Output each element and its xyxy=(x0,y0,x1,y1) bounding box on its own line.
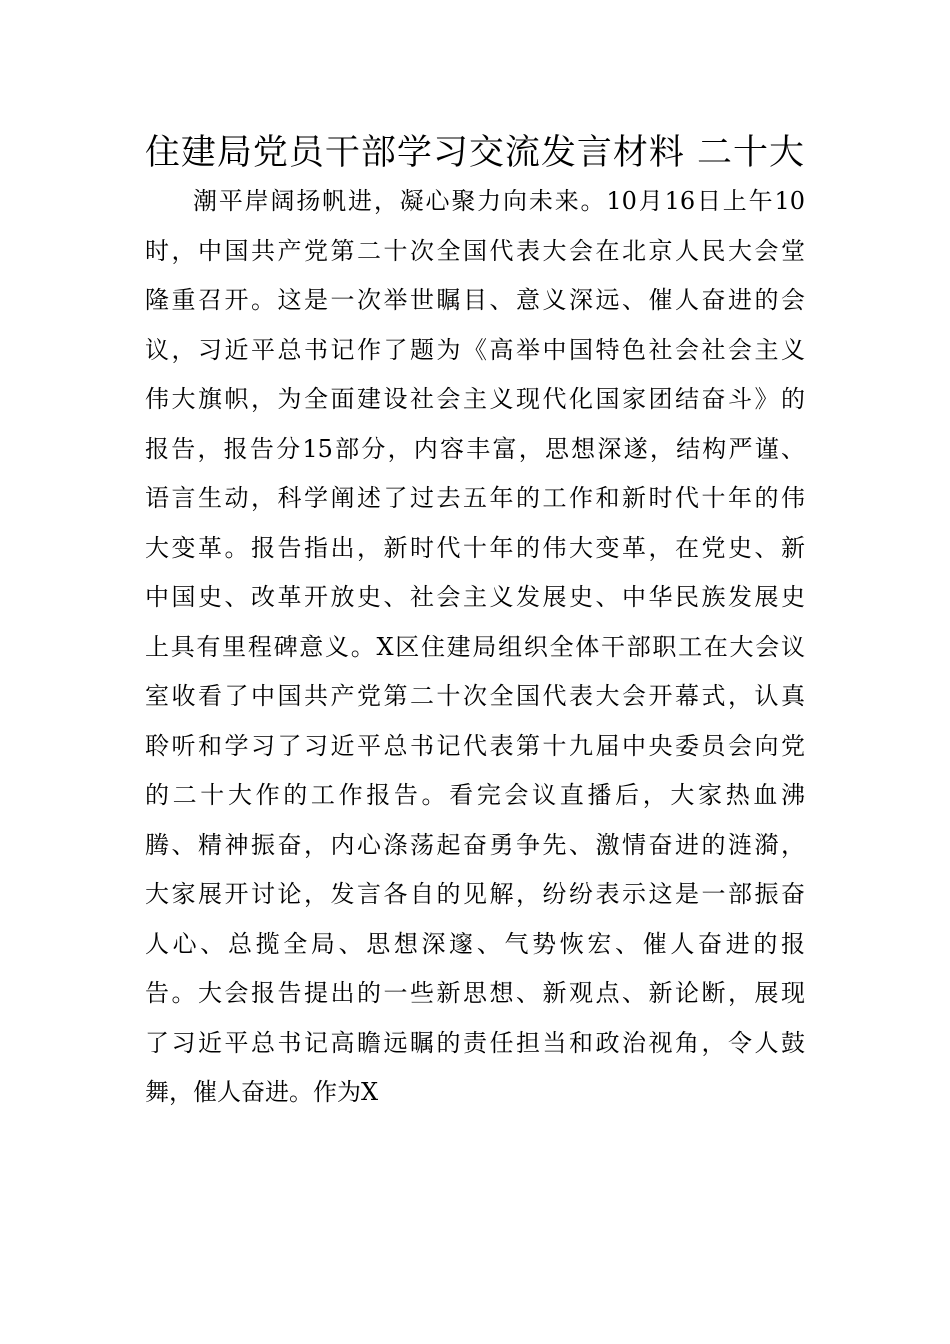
body-line-11: 室收看了中国共产党第二十次全国代表大会开幕式，认真 xyxy=(145,682,805,710)
body-line-10: 上具有里程碑意义。X区住建局组织全体干部职工在大会议 xyxy=(145,632,805,661)
body-line-12: 聆听和学习了习近平总书记代表第十九届中央委员会向党 xyxy=(145,731,805,760)
body-line-14: 腾、精神振奋，内心涤荡起奋勇争先、激情奋进的涟漪， xyxy=(145,830,805,859)
body-line-2: 时，中国共产党第二十次全国代表大会在北京人民大会堂 xyxy=(145,236,805,265)
body-line-3: 隆重召开。这是一次举世瞩目、意义深远、催人奋进的会 xyxy=(145,286,805,314)
body-line-9: 中国史、改革开放史、社会主义发展史、中华民族发展史 xyxy=(145,583,805,611)
body-line-16: 人心、总揽全局、思想深邃、气势恢宏、催人奋进的报 xyxy=(145,929,805,958)
body-line-4: 议，习近平总书记作了题为《高举中国特色社会社会主义 xyxy=(145,335,805,364)
body-line-13: 的二十大作的工作报告。看完会议直播后，大家热血沸 xyxy=(145,781,805,809)
body-line-1: 潮平岸阔扬帆进，凝心聚力向未来。10月16日上午10 xyxy=(193,187,805,215)
body-line-18: 了习近平总书记高瞻远瞩的责任担当和政治视角，令人鼓 xyxy=(145,1028,805,1057)
document-body xyxy=(145,177,805,1118)
body-line-19: 舞，催人奋进。作为X xyxy=(145,1078,379,1106)
body-line-6: 报告，报告分15部分，内容丰富，思想深遂，结构严谨、 xyxy=(145,434,805,463)
body-line-5: 伟大旗帜，为全面建设社会主义现代化国家团结奋斗》的 xyxy=(145,385,805,413)
body-line-7: 语言生动，科学阐述了过去五年的工作和新时代十年的伟 xyxy=(145,484,805,512)
document-title: 住建局党员干部学习交流发言材料 二十大 xyxy=(144,133,806,173)
body-line-15: 大家展开讨论，发言各自的见解，纷纷表示这是一部振奋 xyxy=(145,880,805,908)
body-line-17: 告。大会报告提出的一些新思想、新观点、新论断，展现 xyxy=(145,979,805,1007)
body-line-8: 大变革。报告指出，新时代十年的伟大变革，在党史、新 xyxy=(145,533,805,562)
